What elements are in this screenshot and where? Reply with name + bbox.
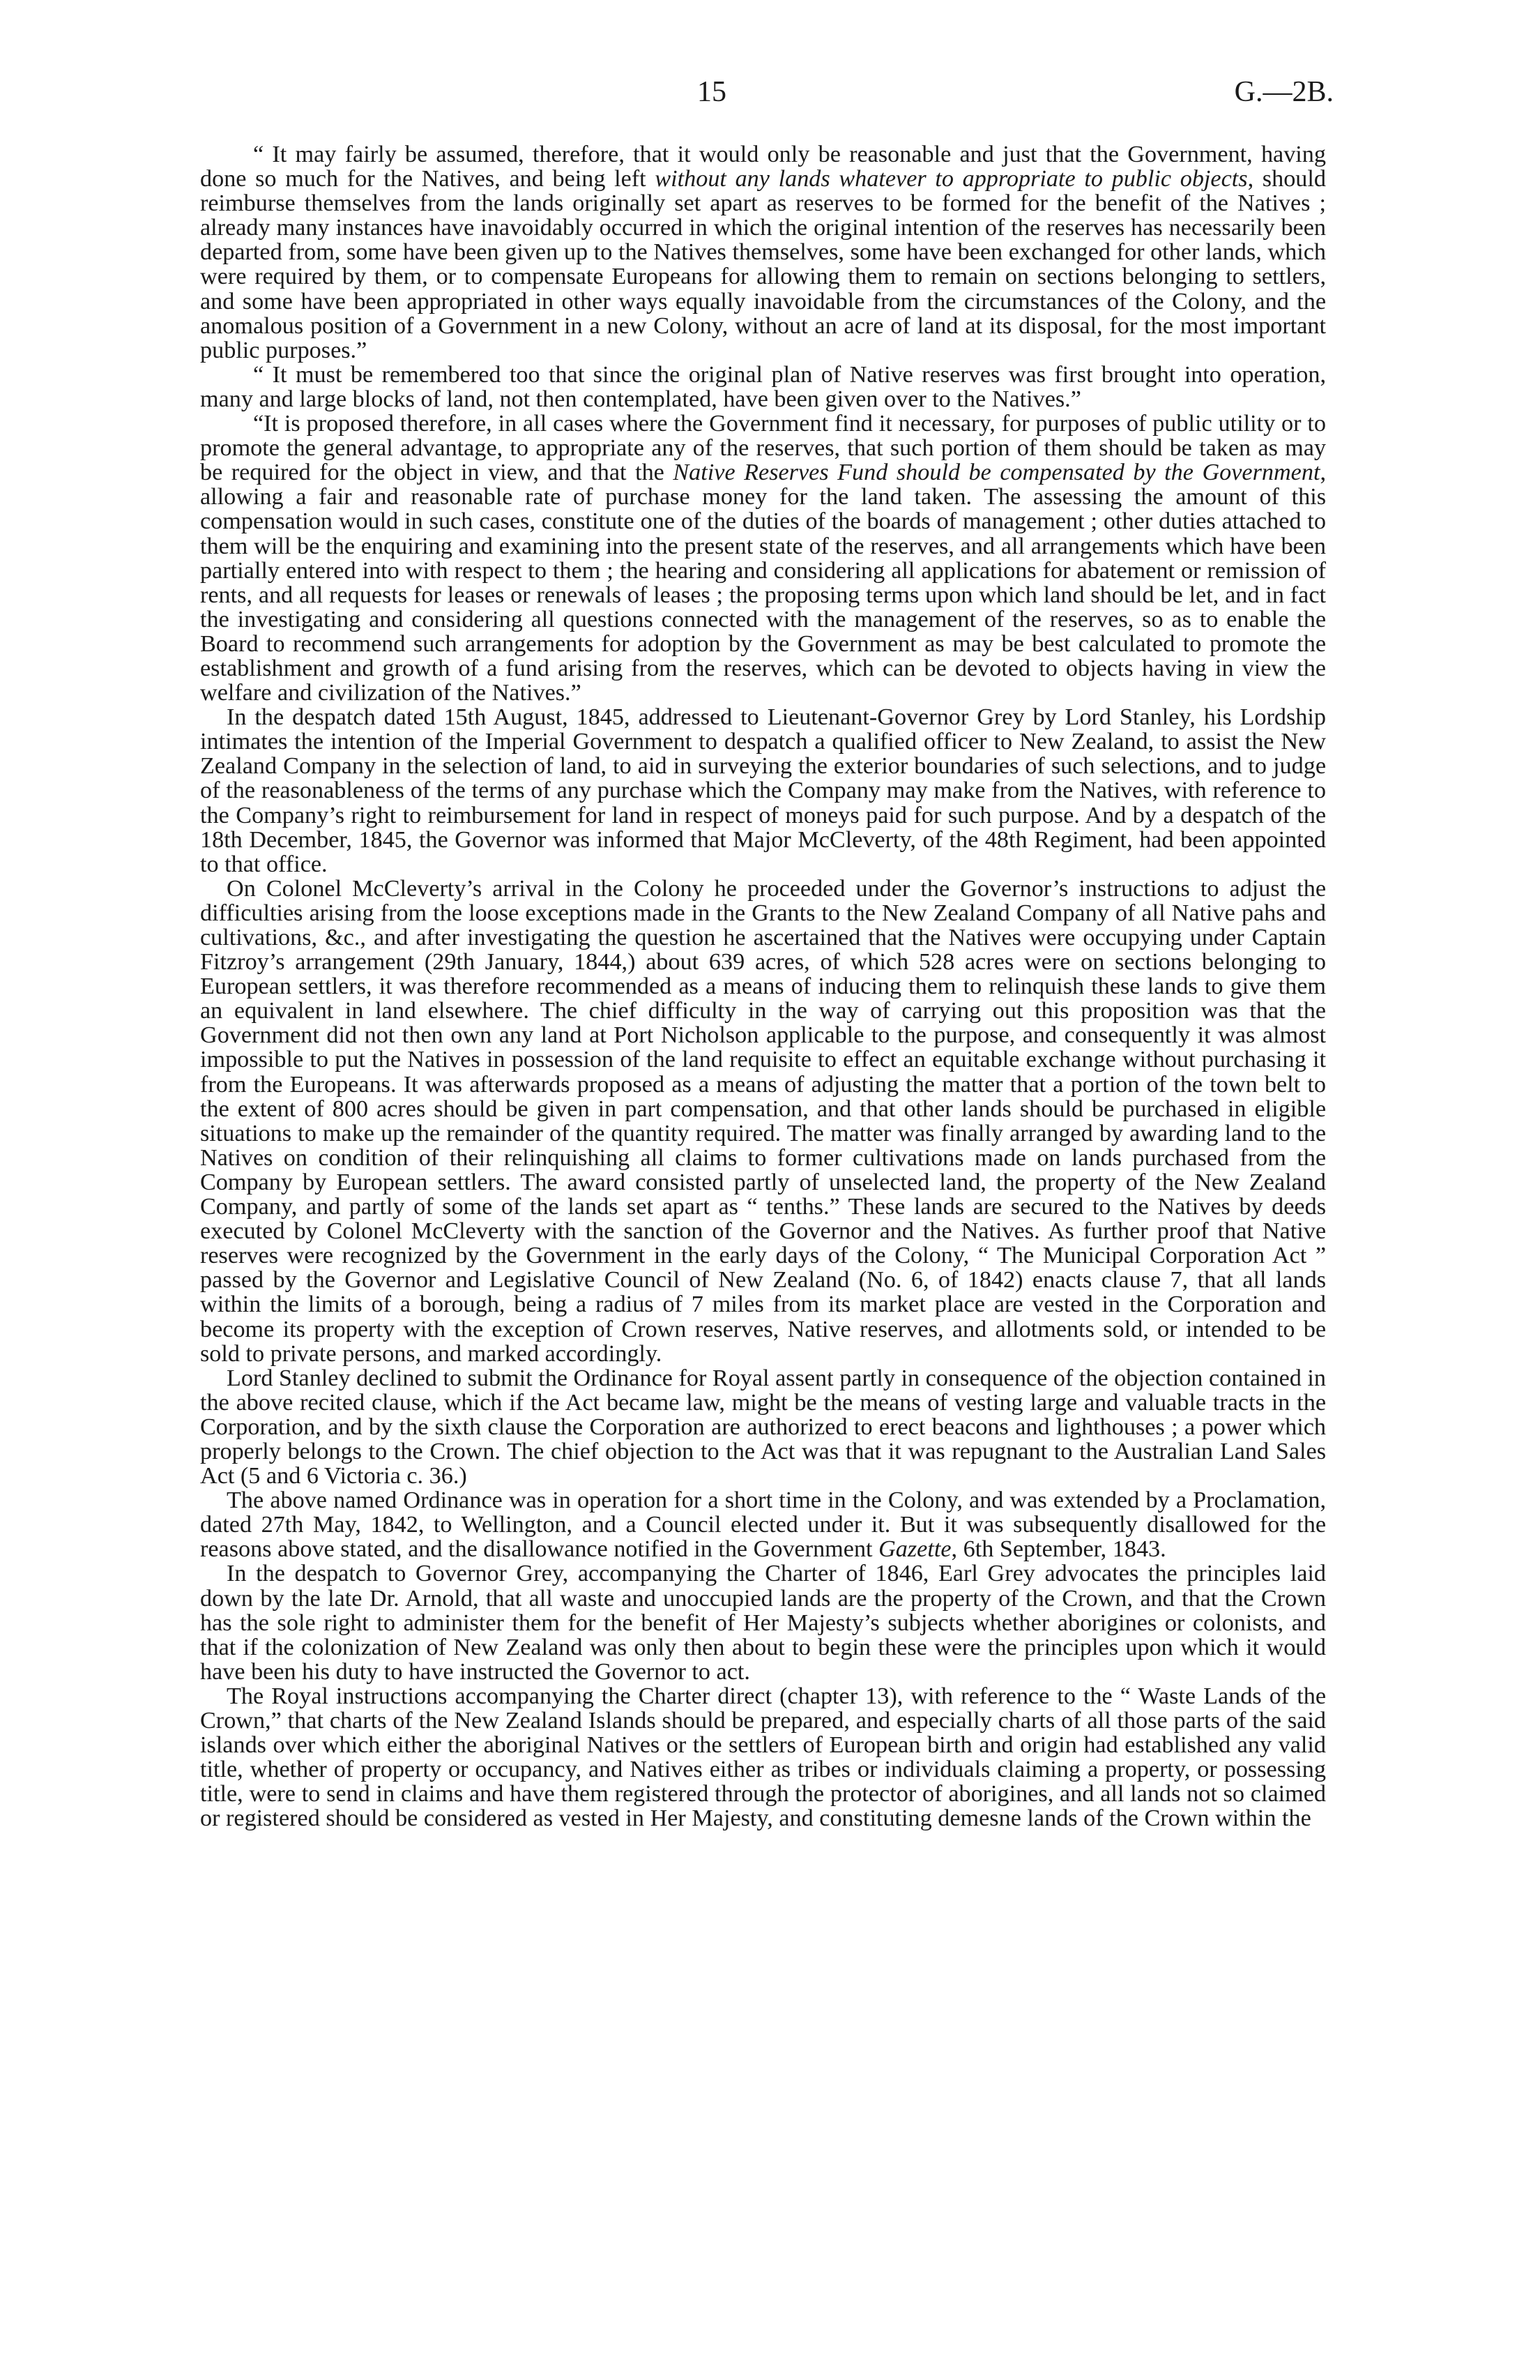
paragraph-quote-compensation	[200, 411, 1326, 705]
text-run: In the despatch to Governor Grey, accompanying the Charter of 1846, Earl Grey advocates the principles laid down by the late Dr. Arnold, that all waste and unoccupied lands are the property of the Crown, and that the Crown has the sole right to administer them for the benefit of Her Majesty’s subjects whether aborigines or colonists, and that if the colonization of New Zealand was only then about to begin these were the principles upon which it would have been his duty to have instructed the Governor to act.	[200, 1561, 1326, 1685]
text-run: Lord Stanley declined to submit the Ordinance for Royal assent partly in consequence of the objection contained in the above recited clause, which if the Act became law, might be the means of vesting large and valuable tracts in the Corporation, and by the sixth clause the Corporation are authorized to erect beacons and lighthouses ; a power which properly belongs to the Crown. The chief objection to the Act was that it was repugnant to the Australian Land Sales Act (5 and 6 Victoria c. 36.)	[200, 1365, 1326, 1490]
paragraph-despatch-stanley	[200, 705, 1326, 877]
paragraph-ordinance-operation	[200, 1488, 1326, 1561]
text-run: , 6th September, 1843.	[951, 1536, 1166, 1563]
italic-phrase: without any lands whatever to appropriate to public objects	[655, 166, 1248, 192]
paragraph-ordinance-declined	[200, 1366, 1326, 1488]
text-run: “It is proposed therefore, in all cases where the Government find it necessary, for purposes of public utility or to promote the general advantage, to appropriate any of the reserves, that such portion of them should be taken as may be required for the object in view, and that the	[200, 411, 1326, 486]
italic-phrase: Native Reserves Fund should be compensated by the Government	[673, 460, 1320, 486]
text-run: The Royal instructions accompanying the Charter direct (chapter 13), with reference to the “ Waste Lands of the Crown,” that charts of the New Zealand Islands should be prepared, and especially charts of all those parts of the said islands over which either the aboriginal Natives or the settlers of European birth and origin had established any valid title, whether of property or occupancy, and Natives either as tribes or individuals claiming a property, or possessing title, were to send in claims and have them registered through the protector of aborigines, and all lands not so claimed or registered should be considered as vested in Her Majesty, and constituting demesne lands of the Crown within the	[200, 1683, 1326, 1832]
text-run: , allowing a fair and reasonable rate of purchase money for the land taken. The assessing the amount of this compensation would in such cases, constitute one of the duties of the boards of management ; other duties attached to them will be the enquiring and examining into the present state of the reserves, and all arrangements which have been partially entered into with respect to them ; the hearing and considering all applications for abatement or remission of rents, and all requests for leases or renewals of leases ; the proposing terms upon which land should be let, and in fact the investigating and considering all questions connected with the management of the reserves, so as to enable the Board to recommend such arrangements for adoption by the Government as may be best calculated to promote the establishment and growth of a fund arising from the reserves, which can be devoted to objects having in view the welfare and civilization of the Natives.”	[200, 460, 1326, 706]
paragraph-quote-reimburse	[200, 142, 1326, 363]
text-run: On Colonel McCleverty’s arrival in the Colony he proceeded under the Governor’s instructions to adjust the difficulties arising from the loose exceptions made in the Grants to the New Zealand Company of all Native pahs and cultivations, &c., and after investigating the question he ascertained that the Natives were occupying under Captain Fitzroy’s arrangement (29th January, 1844,) about 639 acres, of which 528 acres were on sections belonging to European settlers, it was therefore recommended as a means of inducing them to relinquish these lands to give them an equivalent in land elsewhere. The chief difficulty in the way of carrying out this proposition was that the Government did not then own any land at Port Nicholson applicable to the purpose, and consequently it was almost impossible to put the Natives in possession of the land requisite to effect an equitable exchange without purchasing it from the Europeans. It was afterwards proposed as a means of adjusting the matter that a portion of the town belt to the extent of 800 acres should be given in part compensation, and that other lands should be purchased in eligible situations to make up the remainder of the quantity required. The matter was finally arranged by awarding land to the Natives on condition of their relinquishing all claims to former cultivations made on lands purchased from the Company by European settlers. The award consisted partly of unselected land, the property of the New Zealand Company, and partly of some of the lands set apart as “ tenths.” These lands are secured to the Natives by deeds executed by Colonel McCleverty with the sanction of the Governor and the Natives. As further proof that Native reserves were recognized by the Government in the early days of the Colony, “ The Municipal Corporation Act ” passed by the Governor and Legislative Council of New Zealand (No. 6, of 1842) enacts clause 7, that all lands within the limits of a borough, being a radius of 7 miles from its market place are vested in the Corporation and become its property with the exception of Crown reserves, Native reserves, and allotments sold, or intended to be sold to private persons, and marked accordingly.	[200, 875, 1326, 1367]
page-header	[0, 75, 1540, 117]
text-run: “ It may fairly be assumed, therefore, that it would only be reasonable and just that the Government, having done so much for the Natives, and being left	[200, 142, 1326, 192]
italic-phrase: Gazette	[878, 1536, 952, 1563]
paragraph-royal-instructions	[200, 1684, 1326, 1831]
paragraph-earl-grey	[200, 1561, 1326, 1683]
paper-reference: G.—2B.	[1234, 76, 1334, 108]
page-number: 15	[697, 76, 726, 108]
paragraph-quote-blocks	[200, 363, 1326, 411]
document-body	[200, 142, 1326, 1831]
text-run: The above named Ordinance was in operation for a short time in the Colony, and was extended by a Proclamation, dated 27th May, 1842, to Wellington, and a Council elected under it. But it was subsequently disallowed for the reasons above stated, and the disallowance notified in the Government	[200, 1487, 1326, 1563]
text-run: , should reimburse themselves from the lands originally set apart as reserves to be formed for the benefit of the Natives ; already many instances have inavoidably occurred in which the original intention of the reserves has necessarily been departed from, some have been given up to the Natives themselves, some have been exchanged for other lands, which were required by them, or to compensate Europeans for allowing them to remain on sections belonging to settlers, and some have been appropriated in other ways equally inavoidable from the circumstances of the Colony, and the anomalous position of a Government in a new Colony, without an acre of land at its disposal, for the most important public purposes.”	[200, 166, 1326, 363]
text-run: In the despatch dated 15th August, 1845, addressed to Lieutenant-Governor Grey by Lord Stanley, his Lordship intimates the intention of the Imperial Government to despatch a qualified officer to New Zealand, to assist the New Zealand Company in the selection of land, to aid in surveying the exterior boundaries of such selections, and to judge of the reasonableness of the terms of any purchase which the Company may make from the Natives, with reference to the Company’s right to reimbursement for land in respect of moneys paid for such purpose. And by a despatch of the 18th December, 1845, the Governor was informed that Major McCleverty, of the 48th Regiment, had been appointed to that office.	[200, 704, 1326, 877]
text-run: “ It must be remembered too that since the original plan of Native reserves was first brought into operation, many and large blocks of land, not then contemplated, have been given over to the Natives.”	[200, 361, 1326, 412]
paragraph-mccleverty	[200, 877, 1326, 1366]
